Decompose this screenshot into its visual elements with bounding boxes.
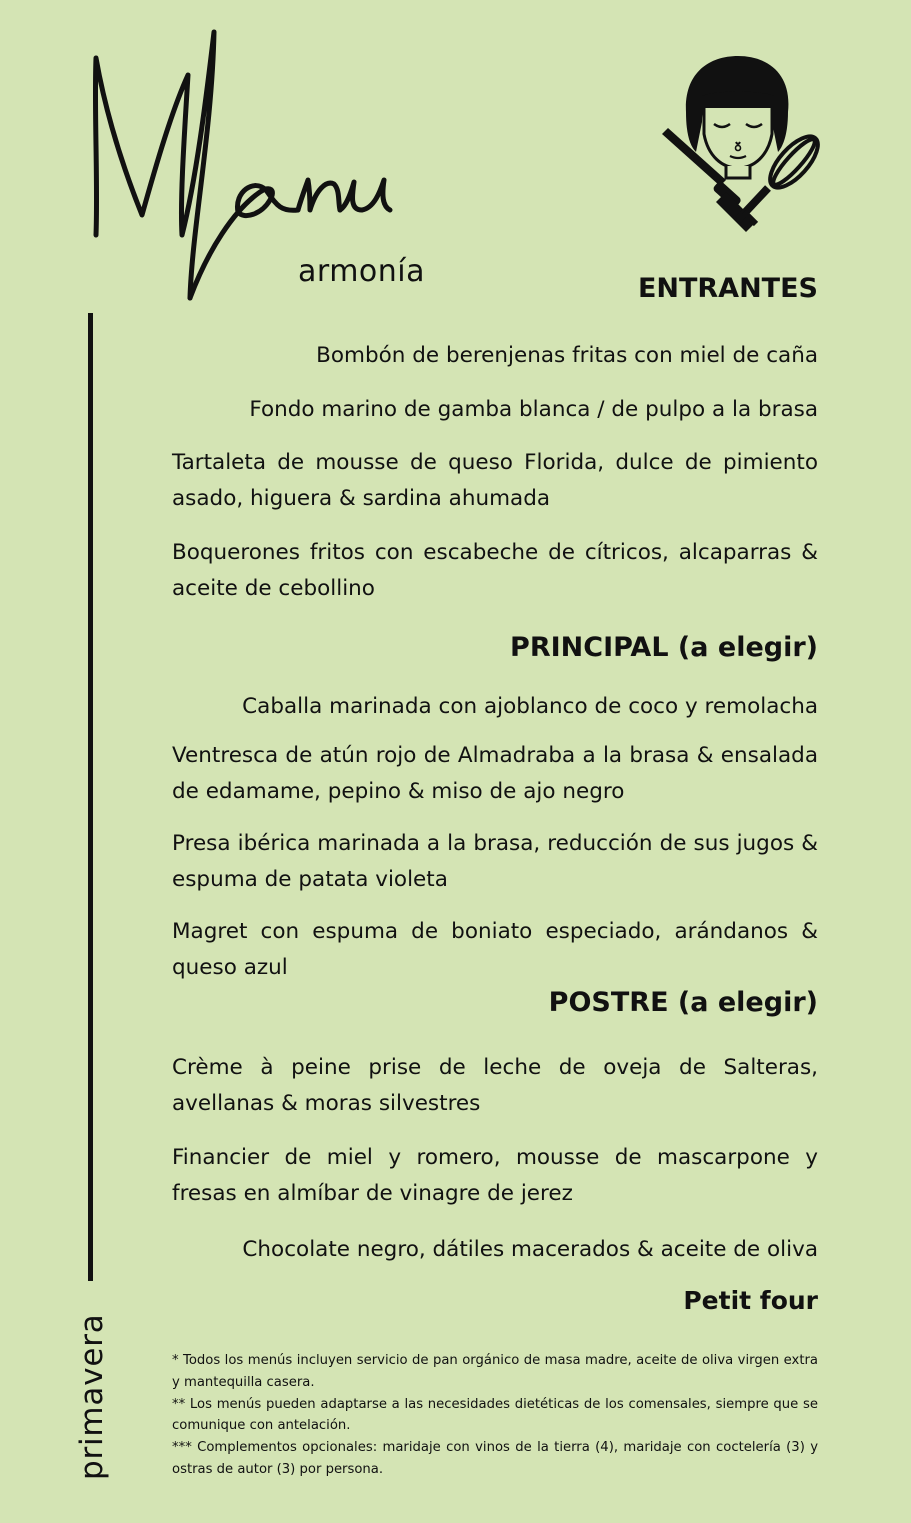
section-heading-postre: POSTRE (a elegir)	[548, 987, 818, 1018]
petit-four-heading: Petit four	[683, 1286, 818, 1315]
season-label: primavera	[74, 1313, 110, 1480]
menu-item: Crème à peine prise de leche de oveja de Salteras, avellanas & moras silvestres	[172, 1055, 818, 1116]
footnote: ** Los menús pueden adaptarse a las necesidades dietéticas de los comensales, siempre que se comunique con antelación.	[172, 1396, 818, 1434]
menu-item: Bombón de berenjenas fritas con miel de caña	[316, 343, 818, 368]
menu-item: Boquerones fritos con escabeche de cítricos, alcaparras & aceite de cebollino	[172, 540, 818, 601]
menu-item: Chocolate negro, dátiles macerados & aceite de oliva	[242, 1237, 818, 1262]
footnotes	[172, 1350, 818, 1481]
menu-item: Presa ibérica marinada a la brasa, reducción de sus jugos & espuma de patata violeta	[172, 831, 818, 892]
menu-item: Ventresca de atún rojo de Almadraba a la brasa & ensalada de edamame, pepino & miso de ajo negro	[172, 743, 818, 804]
vertical-divider	[88, 313, 93, 1281]
menu-item: Fondo marino de gamba blanca / de pulpo a la brasa	[249, 397, 818, 422]
section-heading-principal: PRINCIPAL (a elegir)	[510, 632, 818, 663]
menu-item: Tartaleta de mousse de queso Florida, dulce de pimiento asado, higuera & sardina ahumada	[172, 450, 818, 511]
menu-item: Financier de miel y romero, mousse de mascarpone y fresas en almíbar de vinagre de jerez	[172, 1145, 818, 1206]
menu-item: Caballa marinada con ajoblanco de coco y remolacha	[242, 694, 818, 719]
menu-subtitle: armonía	[298, 254, 426, 289]
section-heading-entrantes: ENTRANTES	[637, 273, 818, 304]
footnote: *** Complementos opcionales: maridaje con vinos de la tierra (4), maridaje con coctelería (3) y ostras de autor (3) por persona.	[172, 1440, 818, 1477]
footnote: * Todos los menús incluyen servicio de pan orgánico de masa madre, aceite de oliva virgen extra y mantequilla casera.	[172, 1353, 818, 1390]
chef-logo-icon	[656, 52, 822, 234]
menu-item: Magret con espuma de boniato especiado, arándanos & queso azul	[172, 919, 818, 980]
